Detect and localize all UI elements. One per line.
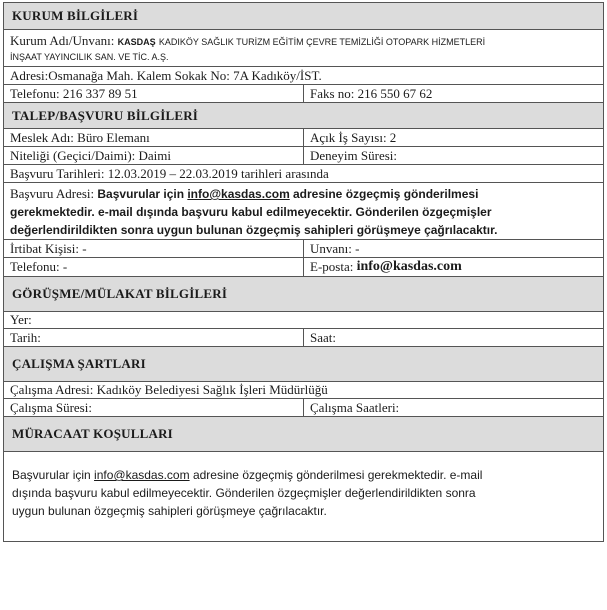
basvuru-adresi-post: adresine özgeçmiş gönderilmesi xyxy=(293,187,479,201)
section-header-muracaat: MÜRACAAT KOŞULLARI xyxy=(4,417,603,452)
muracaat-email-link[interactable]: info@kasdas.com xyxy=(94,468,190,482)
muracaat-line3: uygun bulunan özgeçmiş sahipleri görüşmeye çağrılacaktır. xyxy=(12,504,327,518)
basvuru-tarihleri: Başvuru Tarihleri: 12.03.2019 – 22.03.2019 tarihleri arasında xyxy=(10,165,329,181)
niteligi: Niteliği (Geçici/Daimi): Daimi xyxy=(4,147,304,164)
muracaat-line2: dışında başvuru kabul edilmeyecektir. Gönderilen özgeçmişler değerlendirildikten sonra xyxy=(12,486,476,500)
section-header-talep: TALEP/BAŞVURU BİLGİLERİ xyxy=(4,103,603,129)
row-kurum-adi xyxy=(4,30,603,67)
row-basvuru-tarihleri xyxy=(4,165,603,183)
job-posting-document xyxy=(3,2,604,542)
calisma-suresi: Çalışma Süresi: xyxy=(4,399,304,416)
muracaat-pre: Başvurular için xyxy=(12,468,91,482)
row-basvuru-adresi xyxy=(4,183,603,240)
gorusme-saat: Saat: xyxy=(310,329,336,345)
talep-telefon: Telefonu: - xyxy=(4,258,304,276)
gorusme-yer: Yer: xyxy=(10,312,32,327)
eposta-value[interactable]: info@kasdas.com xyxy=(356,259,462,274)
section-header-calisma: ÇALIŞMA ŞARTLARI xyxy=(4,347,603,382)
section-header-gorusme: GÖRÜŞME/MÜLAKAT BİLGİLERİ xyxy=(4,277,603,312)
kurum-name-line1: KADIKÖY SAĞLIK TURİZM EĞİTİM ÇEVRE TEMİZLİĞİ OTOPARK HİZMETLERİ xyxy=(158,37,486,47)
calisma-saatleri: Çalışma Saatleri: xyxy=(310,399,400,415)
basvuru-email-link[interactable]: info@kasdas.com xyxy=(187,187,290,201)
kurum-brand: KASDAŞ xyxy=(117,37,156,47)
unvani: Unvanı: - xyxy=(310,240,360,256)
muracaat-post: adresine özgeçmiş gönderilmesi gerekmektedir. e-mail xyxy=(192,468,483,482)
row-telefon-eposta xyxy=(4,258,603,277)
calisma-adresi: Çalışma Adresi: Kadıköy Belediyesi Sağlık İşleri Müdürlüğü xyxy=(10,382,328,397)
row-calisma-suresi xyxy=(4,399,603,417)
row-kurum-telefon xyxy=(4,85,603,103)
basvuru-adresi-pre: Başvurular için xyxy=(97,187,185,201)
deneyim-suresi: Deneyim Süresi: xyxy=(310,147,398,163)
kurum-name-line2: İNŞAAT YAYINCILIK SAN. VE TİC. A.Ş. xyxy=(10,52,169,62)
row-irtibat xyxy=(4,240,603,258)
gorusme-tarih: Tarih: xyxy=(4,329,304,346)
muracaat-body xyxy=(4,452,603,541)
kurum-address: Adresi:Osmanağa Mah. Kalem Sokak No: 7A Kadıköy/İST. xyxy=(10,67,322,83)
acik-is-sayisi: Açık İş Sayısı: 2 xyxy=(310,129,397,145)
row-tarih-saat xyxy=(4,329,603,347)
row-yer xyxy=(4,312,603,329)
basvuru-adresi-line3: değerlendirildikten sonra uygun bulunan özgeçmiş sahipleri görüşmeye çağrılacaktır. xyxy=(10,223,498,237)
row-calisma-adresi xyxy=(4,382,603,399)
kurum-name-label: Kurum Adı/Unvanı: xyxy=(10,33,115,48)
kurum-phone: Telefonu: 216 337 89 51 xyxy=(4,85,304,102)
row-niteligi xyxy=(4,147,603,165)
row-kurum-adres xyxy=(4,67,603,85)
row-meslek xyxy=(4,129,603,147)
basvuru-adresi-label: Başvuru Adresi: xyxy=(10,186,95,201)
basvuru-adresi-line2: gerekmektedir. e-mail dışında başvuru kabul edilmeyecektir. Gönderilen özgeçmişler xyxy=(10,205,492,219)
eposta-label: E-posta: xyxy=(310,259,354,274)
section-header-kurum: KURUM BİLGİLERİ xyxy=(4,3,603,30)
irtibat-kisisi: İrtibat Kişisi: - xyxy=(4,240,304,257)
kurum-fax: Faks no: 216 550 67 62 xyxy=(310,85,433,101)
meslek-adi: Meslek Adı: Büro Elemanı xyxy=(4,129,304,146)
